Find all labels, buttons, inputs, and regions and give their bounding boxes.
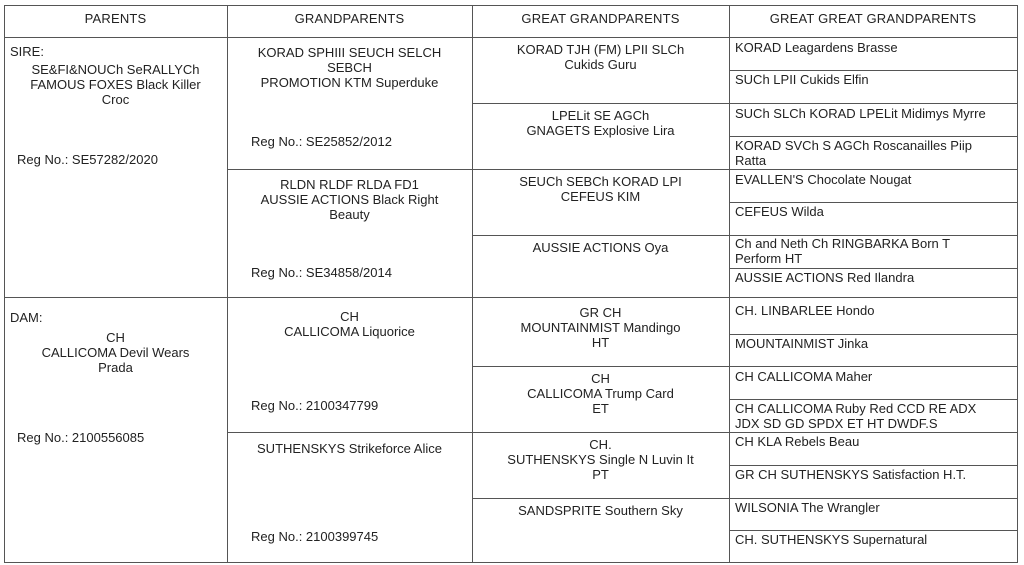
- header-parents: PARENTS: [84, 11, 147, 26]
- gggp-divider-5: [729, 334, 1018, 335]
- great-great-grandparent-name: KORAD SVCh S AGCh Roscanailles Piip Ratta: [735, 138, 972, 168]
- great-grandparent-name: CH. SUTHENSKYS Single N Luvin It PT: [507, 437, 694, 482]
- great-great-grandparent-name: KORAD Leagardens Brasse: [735, 40, 898, 55]
- header-great-grandparents: GREAT GRANDPARENTS: [521, 11, 680, 26]
- great-great-grandparent-name: CH. LINBARLEE Hondo: [735, 303, 875, 318]
- table-border-right: [1017, 5, 1018, 563]
- dam-name: CH CALLICOMA Devil Wears Prada: [41, 330, 190, 375]
- sire-reg: Reg No.: SE57282/2020: [17, 152, 158, 167]
- sire-dam-divider: [4, 297, 1018, 298]
- sire-label: SIRE:: [10, 44, 44, 59]
- grandparent-name: SUTHENSKYS Strikeforce Alice: [257, 441, 442, 456]
- great-great-grandparent-name: CH CALLICOMA Maher: [735, 369, 873, 384]
- grandparent-reg: Reg No.: SE34858/2014: [251, 265, 392, 280]
- table-border-bottom: [4, 562, 1018, 563]
- grandparent-reg: Reg No.: 2100347799: [251, 398, 379, 413]
- great-great-grandparent-name: SUCh LPII Cukids Elfin: [735, 72, 869, 87]
- great-great-grandparent-name: WILSONIA The Wrangler: [735, 500, 880, 515]
- great-grandparent-name: SEUCh SEBCh KORAD LPI CEFEUS KIM: [519, 174, 682, 204]
- great-great-grandparent-name: Ch and Neth Ch RINGBARKA Born T Perform HT: [735, 236, 951, 266]
- gggp-divider-6: [729, 399, 1018, 400]
- great-grandparent-name: LPELit SE AGCh GNAGETS Explosive Lira: [526, 108, 675, 138]
- header-divider: [4, 37, 1018, 38]
- great-grandparent-name: CH CALLICOMA Trump Card ET: [527, 371, 674, 416]
- great-grandparent-name: SANDSPRITE Southern Sky: [518, 503, 683, 518]
- great-great-grandparent-name: GR CH SUTHENSKYS Satisfaction H.T.: [735, 467, 967, 482]
- ggp-divider-4: [472, 498, 1018, 499]
- grandparent-name: RLDN RLDF RLDA FD1 AUSSIE ACTIONS Black Right Beauty: [260, 177, 439, 222]
- grandparent-divider-2: [227, 432, 1018, 433]
- grandparent-name: KORAD SPHIII SEUCH SELCH SEBCH PROMOTION KTM Superduke: [257, 45, 442, 90]
- gggp-divider-1: [729, 70, 1018, 71]
- great-great-grandparent-name: CH CALLICOMA Ruby Red CCD RE ADX JDX SD GD SPDX ET HT DWDF.S: [735, 401, 977, 431]
- dam-label: DAM:: [10, 310, 43, 325]
- great-great-grandparent-name: MOUNTAINMIST Jinka: [735, 336, 869, 351]
- great-grandparent-name: GR CH MOUNTAINMIST Mandingo HT: [520, 305, 681, 350]
- great-great-grandparent-name: CH. SUTHENSKYS Supernatural: [735, 532, 928, 547]
- great-grandparent-name: AUSSIE ACTIONS Oya: [532, 240, 669, 255]
- great-great-grandparent-name: CH KLA Rebels Beau: [735, 434, 860, 449]
- grandparent-reg: Reg No.: SE25852/2012: [251, 134, 392, 149]
- ggp-divider-3: [472, 366, 1018, 367]
- column-divider-3: [729, 5, 730, 563]
- gggp-divider-3: [729, 202, 1018, 203]
- great-grandparent-name: KORAD TJH (FM) LPII SLCh Cukids Guru: [516, 42, 685, 72]
- great-great-grandparent-name: CEFEUS Wilda: [735, 204, 824, 219]
- grandparent-divider-1: [227, 169, 1018, 170]
- header-great-great-grandparents: GREAT GREAT GRANDPARENTS: [769, 11, 977, 26]
- gggp-divider-8: [729, 530, 1018, 531]
- ggp-divider-1: [472, 103, 1018, 104]
- grandparent-name: CH CALLICOMA Liquorice: [284, 309, 415, 339]
- gggp-divider-2: [729, 136, 1018, 137]
- gggp-divider-4: [729, 268, 1018, 269]
- great-great-grandparent-name: SUCh SLCh KORAD LPELit Midimys Myrre: [735, 106, 986, 121]
- sire-name: SE&FI&NOUCh SeRALLYCh FAMOUS FOXES Black Killer Croc: [30, 62, 201, 107]
- grandparent-reg: Reg No.: 2100399745: [251, 529, 379, 544]
- great-great-grandparent-name: EVALLEN'S Chocolate Nougat: [735, 172, 912, 187]
- dam-reg: Reg No.: 2100556085: [17, 430, 145, 445]
- table-border-top: [4, 5, 1018, 6]
- header-grandparents: GRANDPARENTS: [294, 11, 405, 26]
- great-great-grandparent-name: AUSSIE ACTIONS Red Ilandra: [735, 270, 915, 285]
- gggp-divider-7: [729, 465, 1018, 466]
